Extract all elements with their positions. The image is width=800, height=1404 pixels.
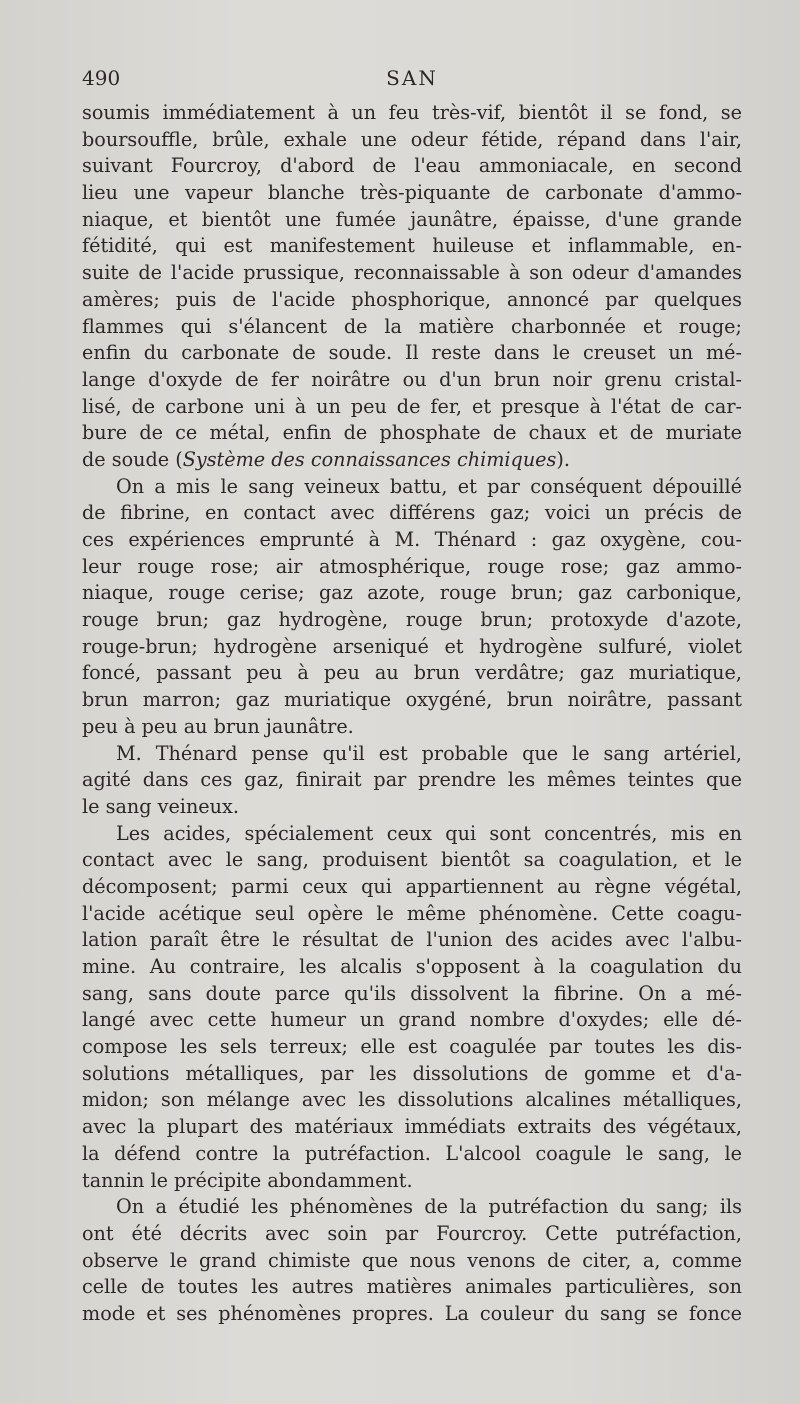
text-line: de fibrine, en contact avec différens gaz; voici un précis de: [82, 501, 742, 525]
text-line: mode et ses phénomènes propres. La couleur du sang se fonce: [82, 1301, 742, 1325]
text-line: fétidité, qui est manifestement huileuse et inflammable, en-: [82, 234, 742, 258]
text-line: lieu une vapeur blanche très-piquante de carbonate d'ammo-: [82, 181, 742, 205]
book-title-citation: Système des connaissances chimiques: [182, 447, 557, 471]
paragraph: [82, 821, 742, 1195]
text-line: compose les sels terreux; elle est coagulée par toutes les dis-: [82, 1035, 742, 1059]
text-line: avec la plupart des matériaux immédiats extraits des végétaux,: [82, 1115, 742, 1139]
text-line: flammes qui s'élancent de la matière charbonnée et rouge;: [82, 314, 742, 338]
text-line: tannin le précipite abondamment.: [82, 1168, 413, 1192]
paragraph: [82, 100, 742, 474]
text-line: peu à peu au brun jaunâtre.: [82, 714, 354, 738]
text-line: brun marron; gaz muriatique oxygéné, brun noirâtre, passant: [82, 688, 742, 712]
text-line: On a étudié les phénomènes de la putréfaction du sang; ils: [116, 1195, 742, 1219]
text-line: rouge brun; gaz hydrogène, rouge brun; protoxyde d'azote,: [82, 608, 742, 632]
text-line: observe le grand chimiste que nous venons de citer, a, comme: [82, 1248, 742, 1272]
text-line: On a mis le sang veineux battu, et par conséquent dépouillé: [116, 474, 742, 498]
text-line: mine. Au contraire, les alcalis s'opposent à la coagulation du: [82, 955, 742, 978]
running-head: SAN: [386, 66, 438, 90]
text-line: niaque, et bientôt une fumée jaunâtre, épaisse, d'une grande: [82, 207, 742, 231]
text-line: foncé, passant peu à peu au brun verdâtre; gaz muriatique,: [82, 661, 742, 685]
text-line: le sang veineux.: [82, 794, 239, 818]
text-line: sang, sans doute parce qu'ils dissolvent la fibrine. On a mé-: [82, 981, 742, 1005]
text-line: contact avec le sang, produisent bientôt sa coagulation, et le: [82, 848, 742, 872]
text-line: langé avec cette humeur un grand nombre d'oxydes; elle dé-: [82, 1008, 742, 1032]
text-line: solutions métalliques, par les dissolutions de gomme et d'a-: [82, 1061, 742, 1085]
text-line: la défend contre la putréfaction. L'alcool coagule le sang, le: [82, 1141, 742, 1165]
text-line: bure de ce métal, enfin de phosphate de chaux et de muriate: [82, 421, 742, 445]
text-line: Les acides, spécialement ceux qui sont concentrés, mis en: [116, 821, 742, 845]
text-line: midon; son mélange avec les dissolutions alcalines métalliques,: [82, 1088, 742, 1112]
text-line: lange d'oxyde de fer noirâtre ou d'un brun noir grenu cristal-: [82, 367, 742, 391]
text-line: amères; puis de l'acide phosphorique, annoncé par quelques: [82, 287, 742, 311]
page-header: [82, 66, 742, 96]
text-line: leur rouge rose; air atmosphérique, rouge rose; gaz ammo-: [82, 554, 742, 578]
paragraph: [82, 474, 742, 741]
text-line: [82, 447, 742, 474]
text-line: lation paraît être le résultat de l'union des acides avec l'albu-: [82, 928, 742, 952]
text-line: M. Thénard pense qu'il est probable que le sang artériel,: [116, 741, 742, 765]
text-line: celle de toutes les autres matières animales particulières, son: [82, 1275, 742, 1299]
text-line: ont été décrits avec soin par Fourcroy. Cette putréfaction,: [82, 1221, 742, 1245]
text-line: boursouffle, brûle, exhale une odeur fétide, répand dans l'air,: [82, 127, 742, 151]
text-line: lisé, de carbone uni à un peu de fer, et presque à l'état de car-: [82, 394, 742, 418]
text-segment: de soude (: [82, 447, 183, 471]
text-line: niaque, rouge cerise; gaz azote, rouge brun; gaz carbonique,: [82, 581, 742, 605]
text-line: soumis immédiatement à un feu très-vif, bientôt il se fond, se: [82, 101, 742, 124]
text-line: agité dans ces gaz, finirait par prendre les mêmes teintes que: [82, 768, 742, 792]
text-line: rouge-brun; hydrogène arseniqué et hydrogène sulfuré, violet: [82, 634, 742, 658]
paragraph: [82, 1194, 742, 1327]
text-line: enfin du carbonate de soude. Il reste dans le creuset un mé-: [82, 341, 742, 365]
page-number: 490: [82, 66, 121, 90]
paragraph: [82, 741, 742, 821]
text-line: suite de l'acide prussique, reconnaissable à son odeur d'amandes: [82, 261, 742, 285]
text-line: ces expériences emprunté à M. Thénard : gaz oxygène, cou-: [82, 528, 742, 551]
text-line: décomposent; parmi ceux qui appartiennent au règne végétal,: [82, 874, 742, 898]
body-text: [82, 100, 742, 1328]
text-line: l'acide acétique seul opère le même phénomène. Cette coagu-: [82, 901, 742, 925]
text-line: suivant Fourcroy, d'abord de l'eau ammoniacale, en second: [82, 154, 742, 178]
text-segment: ).: [556, 447, 570, 471]
